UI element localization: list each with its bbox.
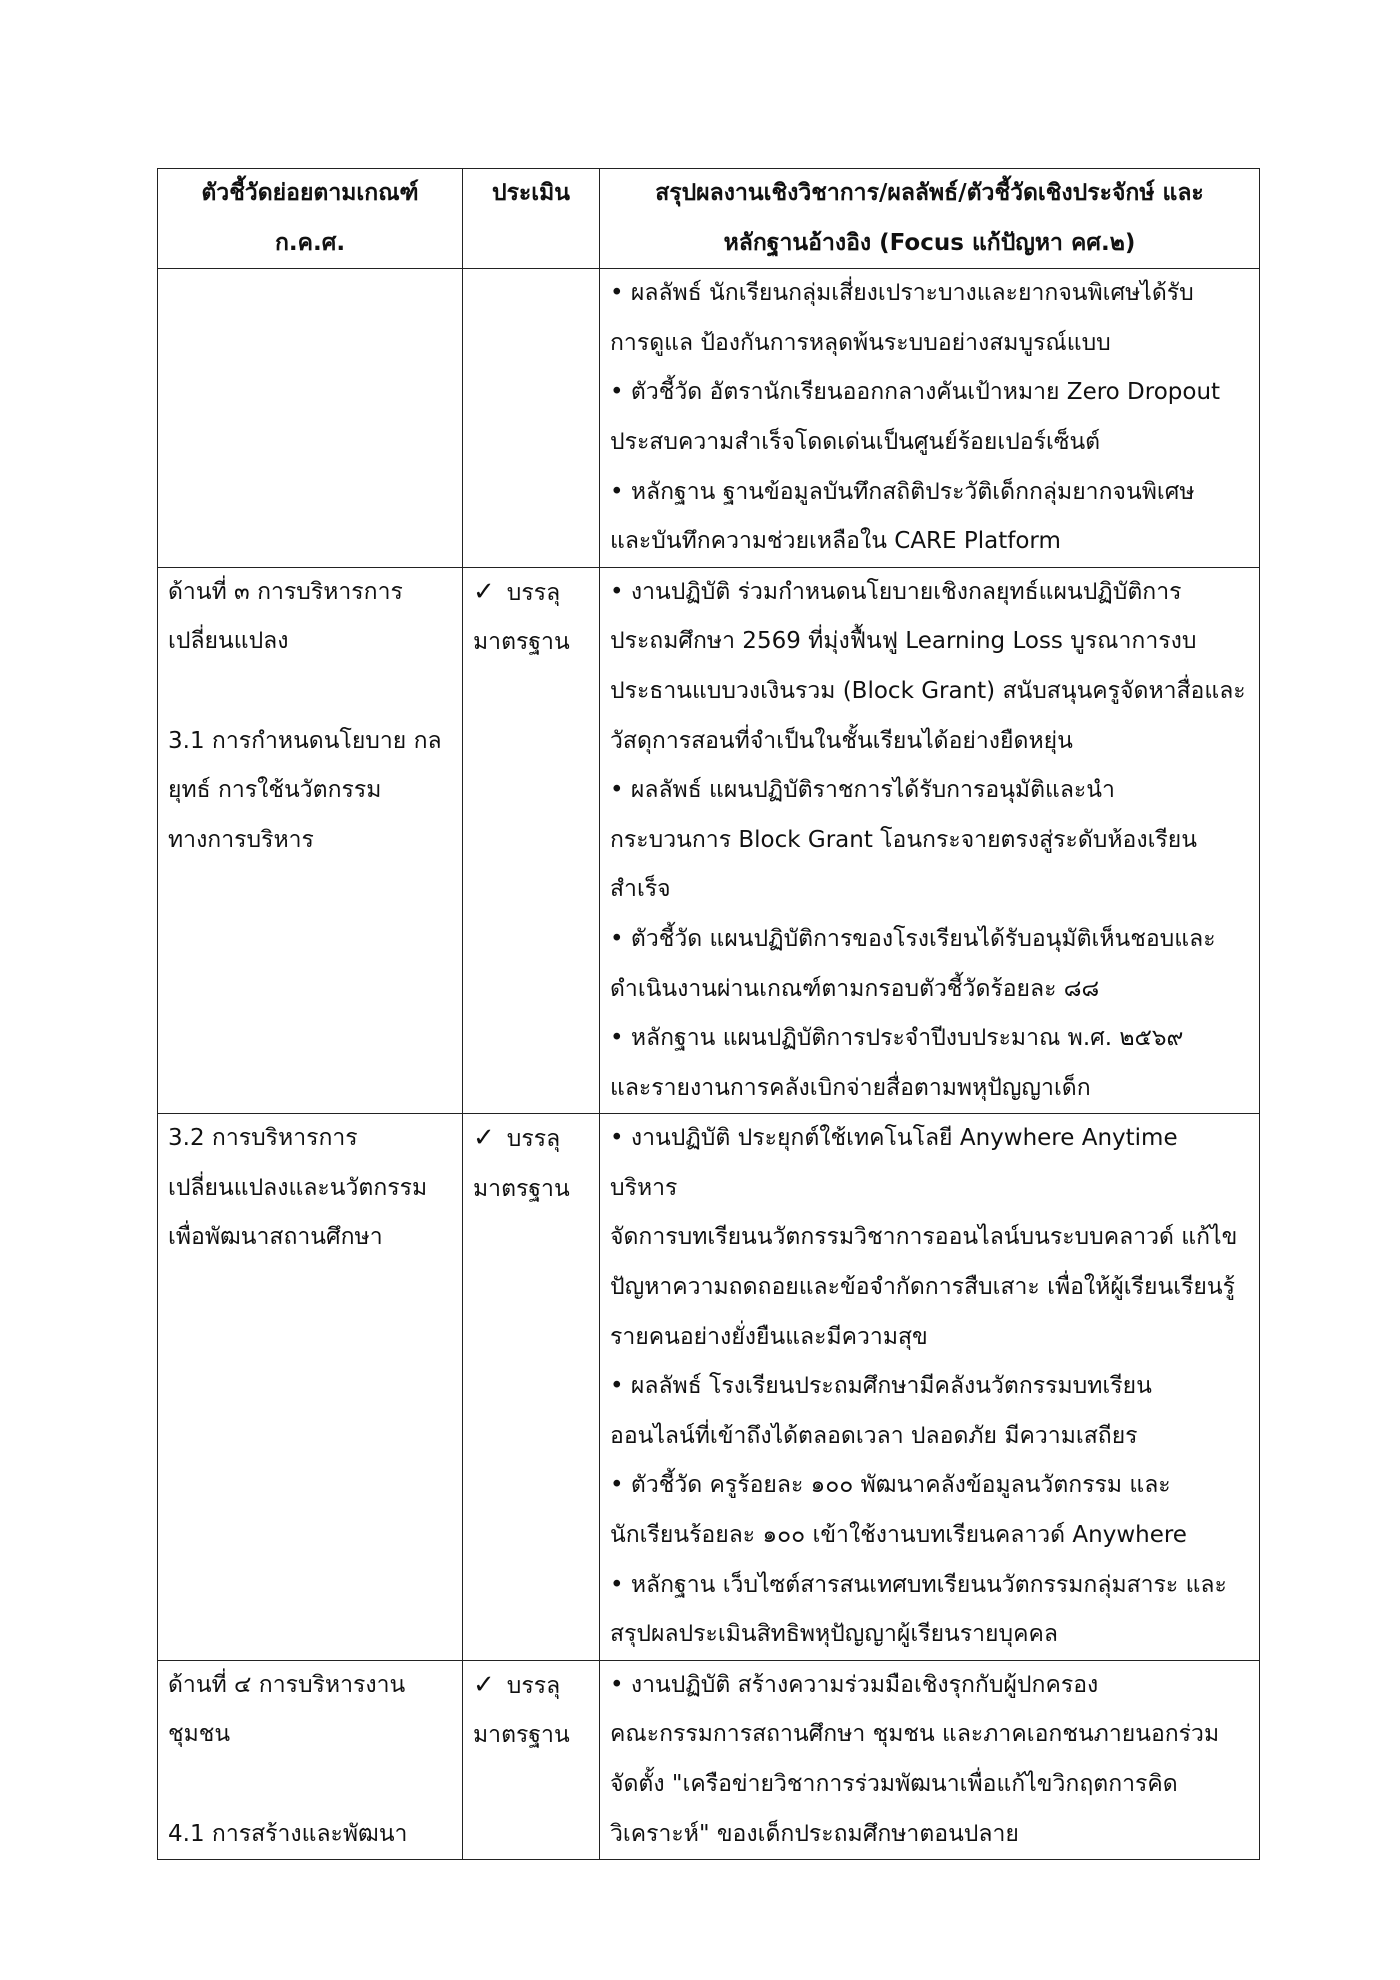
indicator-line: เปลี่ยนแปลง <box>168 628 289 655</box>
header-indicator-line: ตัวชี้วัดย่อยตามเกณฑ์ <box>201 180 419 206</box>
summary-line: • ผลลัพธ์ โรงเรียนประถมศึกษามีคลังนวัตกรรมบทเรียน <box>610 1373 1152 1400</box>
summary-line: • ตัวชี้วัด ครูร้อยละ ๑๐๐ พัฒนาคลังข้อมูลนวัตกรรม และ <box>610 1472 1171 1499</box>
indicator-line: 3.1 การกำหนดนโยบาย กล <box>168 727 442 754</box>
table-body <box>158 269 1260 1860</box>
summary-line: ออนไลน์ที่เข้าถึงได้ตลอดเวลา ปลอดภัย มีความเสถียร <box>610 1422 1138 1449</box>
summary-line: สรุปผลประเมินสิทธิพหุปัญญาผู้เรียนรายบุคคล <box>610 1621 1058 1648</box>
header-summary-line: หลักฐานอ้างอิง (Focus แก้ปัญหา คศ.๒) <box>723 229 1136 256</box>
indicator-line: 4.1 การสร้างและพัฒนา <box>168 1820 408 1847</box>
summary-line: การดูแล ป้องกันการหลุดพ้นระบบอย่างสมบูรณ์แบบ <box>610 329 1111 356</box>
evaluation-line <box>473 1711 589 1761</box>
summary-line: วัสดุการสอนที่จำเป็นในชั้นเรียนได้อย่างยืดหยุ่น <box>610 727 1073 754</box>
summary-line: • หลักฐาน แผนปฏิบัติการประจำปีงบประมาณ พ.ศ. ๒๕๖๙ <box>610 1025 1184 1052</box>
evaluation-text: มาตรฐาน <box>473 1175 570 1202</box>
summary-line: ประถมศึกษา 2569 ที่มุ่งฟื้นฟู Learning Loss บูรณาการงบ <box>610 628 1197 655</box>
summary-cell <box>600 1114 1260 1661</box>
evaluation-line <box>473 618 589 668</box>
summary-line: • ผลลัพธ์ แผนปฏิบัติราชการได้รับการอนุมัติและนำ <box>610 777 1115 804</box>
indicator-cell <box>158 269 463 568</box>
evaluation-text: มาตรฐาน <box>473 1722 570 1749</box>
indicator-line <box>168 667 452 717</box>
summary-line: และบันทึกความช่วยเหลือใน CARE Platform <box>610 528 1061 555</box>
summary-line: รายคนอย่างยั่งยืนและมีความสุข <box>610 1323 928 1350</box>
indicator-cell <box>158 1114 463 1661</box>
summary-line: • หลักฐาน ฐานข้อมูลบันทึกสถิติประวัติเด็กกลุ่มยากจนพิเศษ <box>610 478 1195 505</box>
evaluation-line <box>473 1114 589 1165</box>
evaluation-cell <box>463 1660 600 1859</box>
evaluation-cell <box>463 1114 600 1661</box>
evaluation-text: บรรลุ <box>506 579 561 606</box>
indicator-cell <box>158 1660 463 1859</box>
header-evaluation-label: ประเมิน <box>491 180 571 206</box>
indicator-line: เพื่อพัฒนาสถานศึกษา <box>168 1224 383 1251</box>
table-row <box>158 1114 1260 1661</box>
summary-line: • งานปฏิบัติ ประยุกต์ใช้เทคโนโลยี Anywhere Anytime บริหาร <box>610 1125 1178 1201</box>
header-summary <box>600 169 1260 269</box>
table-row <box>158 269 1260 568</box>
indicator-line: 3.2 การบริหารการ <box>168 1125 358 1152</box>
table-row <box>158 1660 1260 1859</box>
summary-cell <box>600 1660 1260 1859</box>
evaluation-line <box>473 1661 589 1712</box>
evaluation-cell <box>463 567 600 1114</box>
evaluation-table <box>157 168 1260 1860</box>
summary-line: นักเรียนร้อยละ ๑๐๐ เข้าใช้งานบทเรียนคลาวด์ Anywhere <box>610 1522 1187 1549</box>
indicator-line: ชุมชน <box>168 1721 231 1748</box>
evaluation-line <box>473 1165 589 1215</box>
header-evaluation <box>463 169 600 269</box>
header-indicator-line: ก.ค.ศ. <box>274 229 346 256</box>
summary-line: จัดการบทเรียนนวัตกรรมวิชาการออนไลน์บนระบบคลาวด์ แก้ไข <box>610 1224 1238 1251</box>
evaluation-text: มาตรฐาน <box>473 629 570 656</box>
indicator-line: ทางการบริหาร <box>168 826 314 853</box>
evaluation-line <box>473 568 589 619</box>
header-summary-line: สรุปผลงานเชิงวิชาการ/ผลลัพธ์/ตัวชี้วัดเชิงประจักษ์ และ <box>655 180 1204 206</box>
summary-line: จัดตั้ง "เครือข่ายวิชาการร่วมพัฒนาเพื่อแก้ไขวิกฤตการคิด <box>610 1771 1178 1797</box>
summary-line: และรายงานการคลังเบิกจ่ายสื่อตามพหุปัญญาเด็ก <box>610 1074 1091 1101</box>
summary-line: • ผลลัพธ์ นักเรียนกลุ่มเสี่ยงเปราะบางและยากจนพิเศษได้รับ <box>610 280 1194 307</box>
summary-line: • ตัวชี้วัด อัตรานักเรียนออกกลางคันเป้าหมาย Zero Dropout <box>610 379 1221 406</box>
summary-line: วิเคราะห์" ของเด็กประถมศึกษาตอนปลาย <box>610 1820 1019 1847</box>
table-row <box>158 567 1260 1114</box>
summary-line: ประสบความสำเร็จโดดเด่นเป็นศูนย์ร้อยเปอร์เซ็นต์ <box>610 428 1101 455</box>
summary-line: คณะกรรมการสถานศึกษา ชุมชน และภาคเอกชนภายนอกร่วม <box>610 1721 1220 1748</box>
check-mark-icon: ✓ <box>473 1123 495 1154</box>
indicator-line: ด้านที่ ๓ การบริหารการ <box>168 578 403 605</box>
summary-line: กระบวนการ Block Grant โอนกระจายตรงสู่ระดับห้องเรียน <box>610 826 1197 853</box>
indicator-line: เปลี่ยนแปลงและนวัตกรรม <box>168 1174 428 1201</box>
indicator-line <box>168 1760 452 1810</box>
indicator-line: ยุทธ์ การใช้นวัตกรรม <box>168 777 382 804</box>
evaluation-cell <box>463 269 600 568</box>
check-mark-icon: ✓ <box>473 1669 495 1700</box>
summary-cell <box>600 567 1260 1114</box>
indicator-cell <box>158 567 463 1114</box>
summary-cell <box>600 269 1260 568</box>
summary-line: • งานปฏิบัติ สร้างความร่วมมือเชิงรุกกับผู้ปกครอง <box>610 1671 1099 1698</box>
summary-line: ปัญหาความถดถอยและข้อจำกัดการสืบเสาะ เพื่อให้ผู้เรียนเรียนรู้ <box>610 1274 1235 1301</box>
check-mark-icon: ✓ <box>473 576 495 607</box>
evaluation-text: บรรลุ <box>506 1126 561 1153</box>
summary-line: ประธานแบบวงเงินรวม (Block Grant) สนับสนุนครูจัดหาสื่อและ <box>610 677 1246 704</box>
summary-line: ดำเนินงานผ่านเกณฑ์ตามกรอบตัวชี้วัดร้อยละ ๘๘ <box>610 975 1100 1002</box>
table-header-row <box>158 169 1260 269</box>
summary-line: สำเร็จ <box>610 876 671 903</box>
summary-line: • ตัวชี้วัด แผนปฏิบัติการของโรงเรียนได้รับอนุมัติเห็นชอบและ <box>610 925 1216 952</box>
header-indicator <box>158 169 463 269</box>
evaluation-text: บรรลุ <box>506 1672 561 1699</box>
indicator-line: ด้านที่ ๔ การบริหารงาน <box>168 1671 406 1698</box>
summary-line: • งานปฏิบัติ ร่วมกำหนดนโยบายเชิงกลยุทธ์แผนปฏิบัติการ <box>610 578 1182 605</box>
summary-line: • หลักฐาน เว็บไซต์สารสนเทศบทเรียนนวัตกรรมกลุ่มสาระ และ <box>610 1571 1227 1598</box>
